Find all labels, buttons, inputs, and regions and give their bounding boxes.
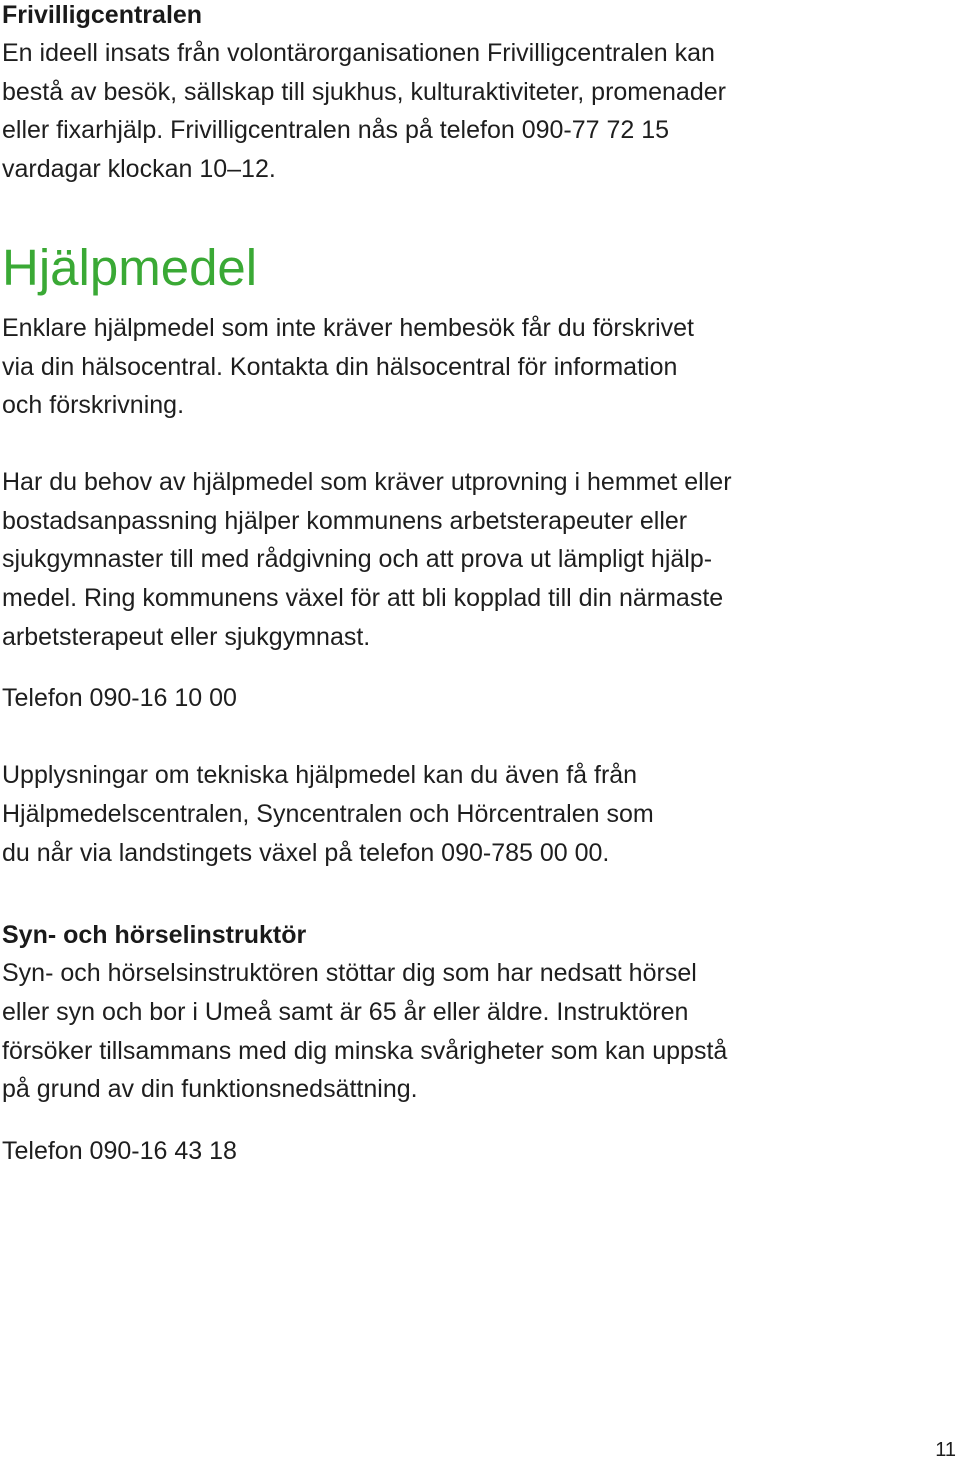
page-number: 11: [935, 1439, 956, 1461]
hjalpmedel-phone: Telefon 090-16 10 00: [2, 684, 237, 713]
syn-horsel-phone: Telefon 090-16 43 18: [2, 1137, 237, 1166]
frivilligcentralen-text: En ideell insats från volontärorganisationen Frivilligcentralen kan bestå av besök, sällskap till sjukhus, kulturaktiviteter, promenader eller fixarhjälp. Frivilligcentralen nås på telefon 090-77 72 15 vardagar klockan 10–12.: [2, 39, 726, 184]
hjalpmedel-paragraph-3: Upplysningar om tekniska hjälpmedel kan du även få från Hjälpmedelscentralen, Syncentralen och Hörcentralen som du når via landstingets växel på telefon 090-785 00 00.: [2, 761, 654, 867]
syn-horsel-title: Syn- och hörselinstruktör: [2, 921, 307, 950]
document-page: [2, 0, 952, 1171]
hjalpmedel-paragraph-2: Har du behov av hjälpmedel som kräver utprovning i hemmet eller bostadsanpassning hjälper kommunens arbetsterapeuter eller sjukgymnaster till med rådgivning och att prova ut lämpligt hjälp- medel. Ring kommunens växel för att bli kopplad till din närmaste arbetsterapeut eller sjukgymnast.: [2, 467, 732, 651]
syn-horsel-text: Syn- och hörselsinstruktören stöttar dig som har nedsatt hörsel eller syn och bor i Umeå samt är 65 år eller äldre. Instruktören försöker tillsammans med dig minska svårigheter som kan uppstå på grund av din funktionsnedsättning.: [2, 959, 728, 1104]
hjalpmedel-paragraph-1: Enklare hjälpmedel som inte kräver hembesök får du förskrivet via din hälsocentral. Kontakta din hälsocentral för information och förskrivning.: [2, 313, 694, 420]
hjalpmedel-heading: Hjälpmedel: [2, 238, 258, 296]
frivilligcentralen-title: Frivilligcentralen: [2, 1, 203, 29]
